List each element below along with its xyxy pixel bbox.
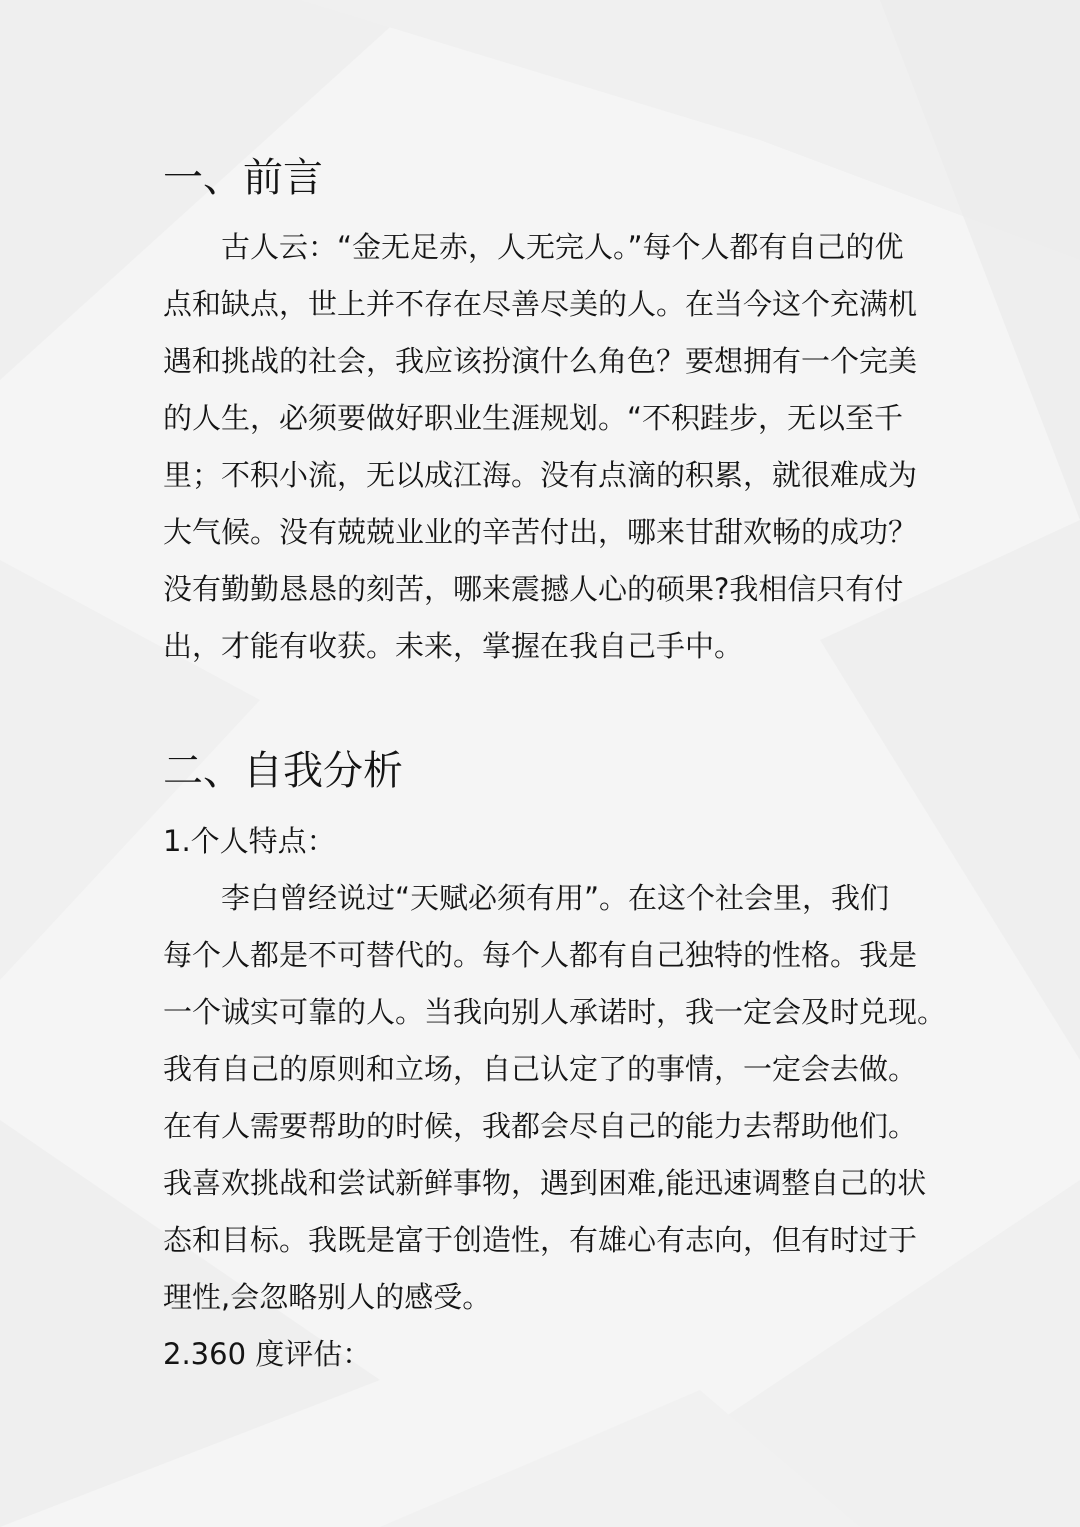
section2-line-4: 我有自己的原则和立场，自己认定了的事情，一定会去做。 bbox=[163, 1052, 918, 1086]
section2-line-5: 在有人需要帮助的时候，我都会尽自己的能力去帮助他们。 bbox=[163, 1109, 918, 1143]
section2-line-3: 一个诚实可靠的人。当我向别人承诺时，我一定会及时兑现。 bbox=[163, 995, 947, 1029]
section2-line-1: 李白曾经说过“天赋必须有用”。在这个社会里，我们 bbox=[221, 881, 890, 915]
subheading-personal-traits: 1.个人特点： bbox=[163, 824, 336, 858]
section1-line-4: 的人生，必须要做好职业生涯规划。“不积跬步，无以至千 bbox=[163, 401, 904, 435]
section2-line-8: 理性,会忽略别人的感受。 bbox=[163, 1280, 492, 1314]
section1-line-8: 出，才能有收获。未来，掌握在我自己手中。 bbox=[163, 629, 744, 663]
section2-line-2: 每个人都是不可替代的。每个人都有自己独特的性格。我是 bbox=[163, 938, 918, 972]
section2-line-7: 态和目标。我既是富于创造性，有雄心有志向，但有时过于 bbox=[163, 1223, 918, 1257]
section1-line-7: 没有勤勤恳恳的刻苦，哪来震撼人心的硕果?我相信只有付 bbox=[163, 572, 904, 606]
section1-line-1: 古人云：“金无足赤，人无完人。”每个人都有自己的优 bbox=[221, 230, 904, 264]
section1-line-5: 里；不积小流，无以成江海。没有点滴的积累，就很难成为 bbox=[163, 458, 918, 492]
section2-heading: 二、自我分析 bbox=[163, 748, 403, 794]
subheading-360-evaluation: 2.360 度评估： bbox=[163, 1337, 372, 1371]
section2-line-6: 我喜欢挑战和尝试新鲜事物，遇到困难,能迅速调整自己的状 bbox=[163, 1166, 927, 1200]
section1-line-2: 点和缺点，世上并不存在尽善尽美的人。在当今这个充满机 bbox=[163, 287, 918, 321]
section1-line-3: 遇和挑战的社会，我应该扮演什么角色？要想拥有一个完美 bbox=[163, 344, 918, 378]
section1-line-6: 大气候。没有兢兢业业的辛苦付出，哪来甘甜欢畅的成功？ bbox=[163, 515, 918, 549]
section1-heading: 一、前言 bbox=[163, 155, 323, 201]
